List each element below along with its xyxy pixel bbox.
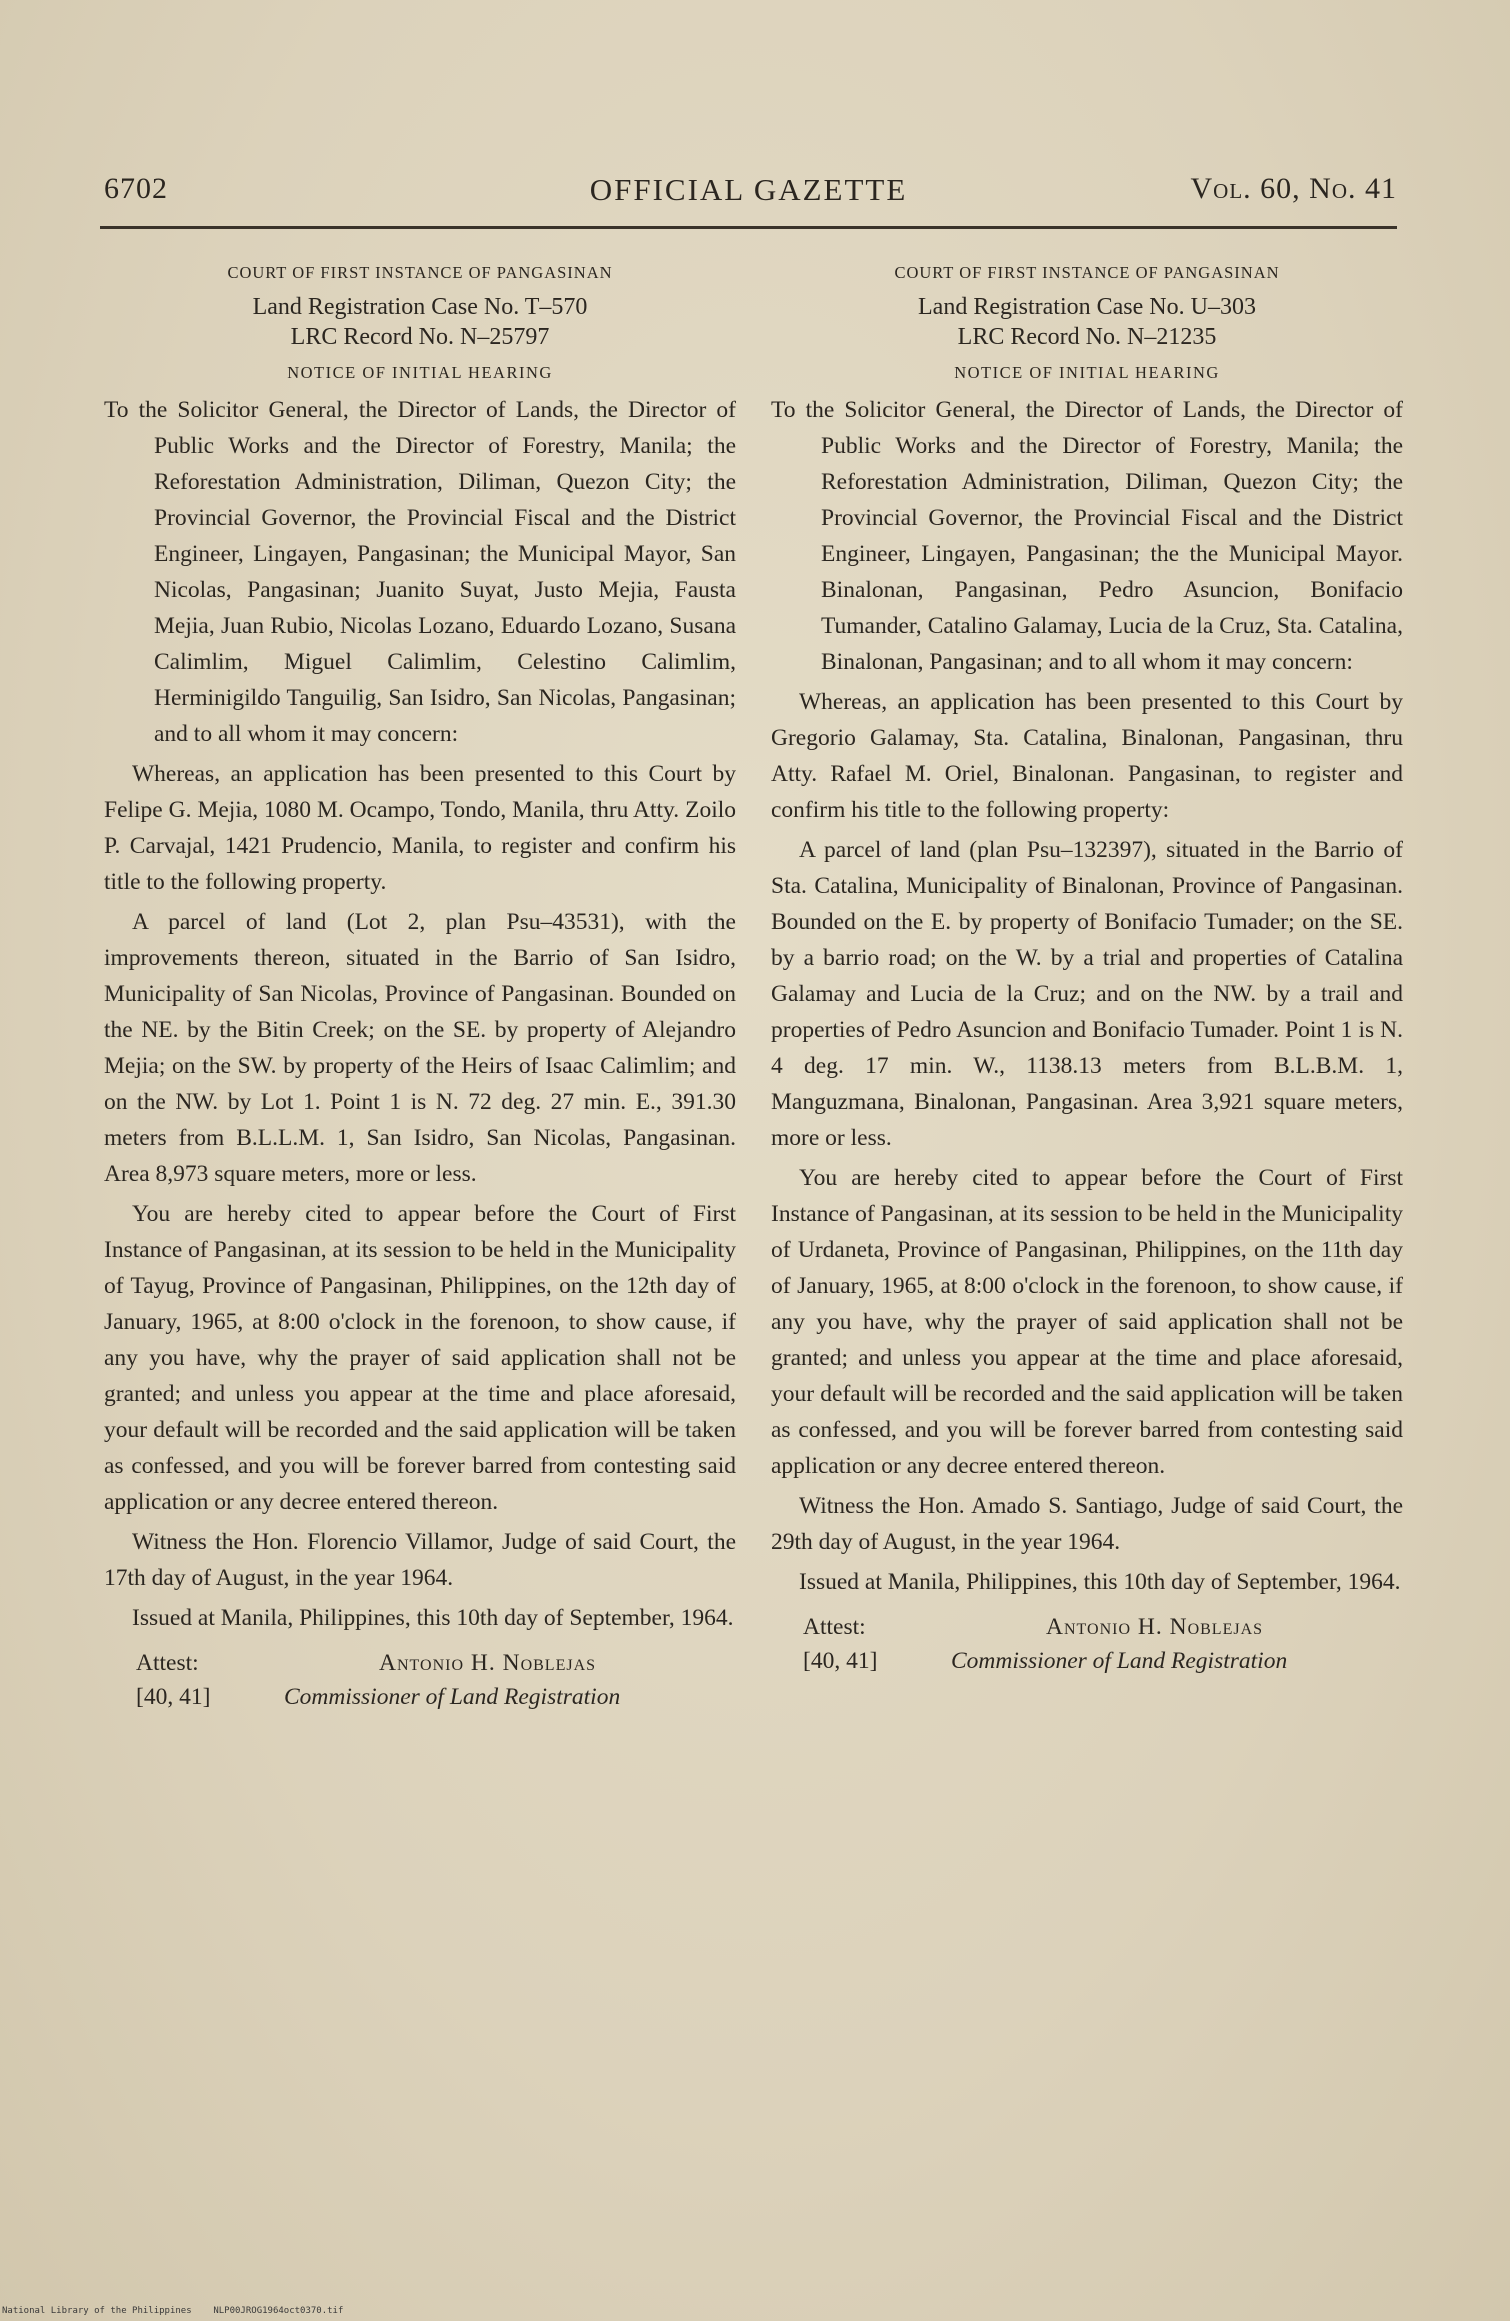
notice-column-right: [771, 262, 1403, 1680]
page-number: 6702: [104, 172, 168, 205]
court-heading: COURT OF FIRST INSTANCE OF PANGASINAN: [227, 263, 613, 282]
address-paragraph: To the Solicitor General, the Director of Lands, the Director of Public Works and the Director of Forestry, Manila; the Reforestation Administration, Diliman, Quezon City; the Provincial Governor, the Provincial Fiscal and the District Engineer, Lingayen, Pangasinan; the Municipal Mayor, San Nicolas, Pangasinan; Juanito Suyat, Justo Mejia, Fausta Mejia, Juan Rubio, Nicolas Lozano, Eduardo Lozano, Susana Calimlim, Miguel Calimlim, Celestino Calimlim, Herminigildo Tanguilig, San Isidro, San Nicolas, Pangasinan; and to all whom it may concern:: [104, 397, 736, 747]
signatory-office: Commissioner of Land Registration: [284, 1684, 621, 1710]
file-name: NLP00JROG1964oct0370.tif: [213, 2306, 344, 2316]
notice-heading: NOTICE OF INITIAL HEARING: [287, 363, 553, 382]
signature-block: [771, 1610, 1403, 1680]
volume-number: Vol. 60, No. 41: [1190, 172, 1397, 205]
header-rule: [100, 226, 1397, 229]
record-number: LRC Record No. N–25797: [290, 324, 550, 350]
page-header: [100, 172, 1397, 228]
record-number: LRC Record No. N–21235: [957, 324, 1217, 350]
attest-label: Attest:: [136, 1650, 199, 1676]
whereas-paragraph: Whereas, an application has been presented to this Court by Felipe G. Mejia, 1080 M. Ocampo, Tondo, Manila, thru Atty. Zoilo P. Carvajal, 1421 Prudencio, Manila, to register and confirm his title to the following property.: [104, 761, 736, 895]
parcel-paragraph: A parcel of land (plan Psu–132397), situated in the Barrio of Sta. Catalina, Municipality of Binalonan, Province of Pangasinan. Bounded on the E. by property of Bonifacio Tumader; on the SE. by a barrio road; on the W. by a trial and properties of Catalina Galamay and Lucia de la Cruz; and on the NW. by a trail and properties of Pedro Asuncion and Bonifacio Tumader. Point 1 is N. 4 deg. 17 min. W., 1138.13 meters from B.L.B.M. 1, Manguzmana, Binalonan, Pangasinan. Area 3,921 square meters, more or less.: [771, 837, 1403, 1151]
signatory-name: Antonio H. Noblejas: [1046, 1614, 1264, 1640]
publication-title: OFFICIAL GAZETTE: [589, 172, 908, 207]
library-credit: National Library of the Philippines: [2, 2306, 192, 2316]
issue-reference: [40, 41]: [136, 1684, 211, 1710]
address-paragraph: To the Solicitor General, the Director of Lands, the Director of Public Works and the Director of Forestry, Manila; the Reforestation Administration, Diliman, Quezon City; the Provincial Governor, the Provincial Fiscal and the District Engineer, Lingayen, Pangasinan; the the Municipal Mayor. Binalonan, Pangasinan, Pedro Asuncion, Bonifacio Tumander, Catalino Galamay, Lucia de la Cruz, Sta. Catalina, Binalonan, Pangasinan; and to all whom it may concern:: [771, 397, 1403, 675]
signatory-name: Antonio H. Noblejas: [379, 1650, 597, 1676]
witness-paragraph: Witness the Hon. Florencio Villamor, Judge of said Court, the 17th day of August, in the year 1964.: [104, 1529, 736, 1591]
parcel-paragraph: A parcel of land (Lot 2, plan Psu–43531), with the improvements thereon, situated in the Barrio of San Isidro, Municipality of San Nicolas, Province of Pangasinan. Bounded on the NE. by the Bitin Creek; on the SE. by property of Alejandro Mejia; on the SW. by property of the Heirs of Isaac Calimlim; and on the NW. by Lot 1. Point 1 is N. 72 deg. 27 min. E., 391.30 meters from B.L.L.M. 1, San Isidro, San Nicolas, Pangasinan. Area 8,973 square meters, more or less.: [104, 909, 736, 1187]
case-number: Land Registration Case No. T–570: [252, 294, 588, 320]
issued-paragraph: Issued at Manila, Philippines, this 10th day of September, 1964.: [799, 1569, 1401, 1595]
court-heading: COURT OF FIRST INSTANCE OF PANGASINAN: [894, 263, 1280, 282]
issued-paragraph: Issued at Manila, Philippines, this 10th day of September, 1964.: [132, 1605, 734, 1631]
signature-block: [104, 1646, 736, 1716]
case-number: Land Registration Case No. U–303: [918, 294, 1256, 320]
witness-paragraph: Witness the Hon. Amado S. Santiago, Judge of said Court, the 29th day of August, in the year 1964.: [771, 1493, 1403, 1555]
cited-paragraph: You are hereby cited to appear before the Court of First Instance of Pangasinan, at its session to be held in the Municipality of Tayug, Province of Pangasinan, Philippines, on the 12th day of January, 1965, at 8:00 o'clock in the forenoon, to show cause, if any you have, why the prayer of said application shall not be granted; and unless you appear at the time and place aforesaid, your default will be recorded and the said application will be taken as confessed, and you will be forever barred from contesting said application or any decree entered thereon.: [104, 1201, 736, 1515]
issue-reference: [40, 41]: [803, 1648, 878, 1674]
whereas-paragraph: Whereas, an application has been presented to this Court by Gregorio Galamay, Sta. Catalina, Binalonan, Pangasinan, thru Atty. Rafael M. Oriel, Binalonan. Pangasinan, to register and confirm his title to the following property:: [771, 689, 1403, 823]
notice-heading: NOTICE OF INITIAL HEARING: [954, 363, 1220, 382]
signatory-office: Commissioner of Land Registration: [951, 1648, 1288, 1674]
scan-footer: [2, 2306, 343, 2316]
notice-column-left: [104, 262, 736, 1716]
attest-label: Attest:: [803, 1614, 866, 1640]
cited-paragraph: You are hereby cited to appear before the Court of First Instance of Pangasinan, at its session to be held in the Municipality of Urdaneta, Province of Pangasinan, Philippines, on the 11th day of January, 1965, at 8:00 o'clock in the forenoon, to show cause, if any you have, why the prayer of said application shall not be granted; and unless you appear at the time and place aforesaid, your default will be recorded and the said application will be taken as confessed, and you will be forever barred from contesting said application or any decree entered thereon.: [771, 1165, 1403, 1479]
